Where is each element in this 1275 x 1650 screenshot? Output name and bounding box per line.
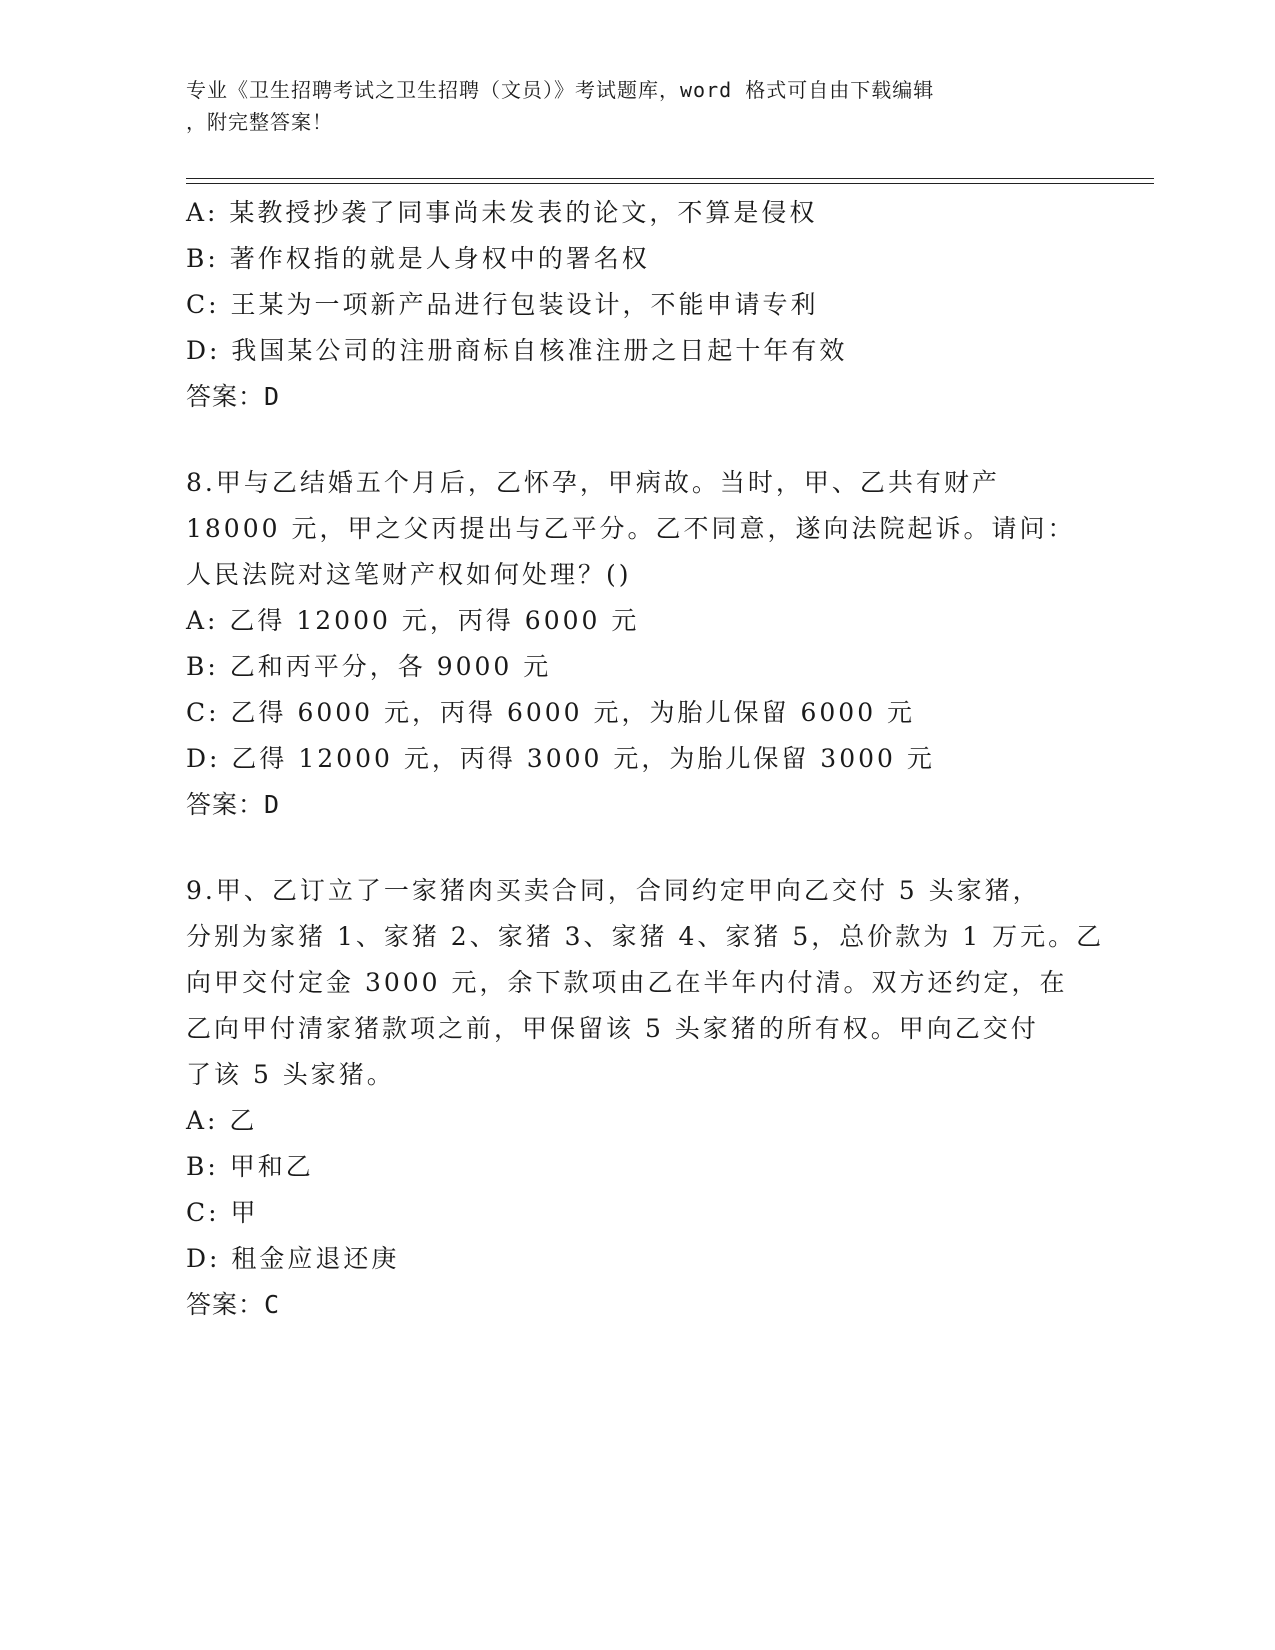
document-header [186, 74, 1066, 138]
question-stem-line: 向甲交付定金 3000 元，余下款项由乙在半年内付清。双方还约定，在 [186, 968, 1068, 997]
question-stem-line: 18000 元，甲之父丙提出与乙平分。乙不同意，遂向法院起诉。请问： [186, 514, 1076, 543]
option-c: C: 王某为一项新产品进行包装设计，不能申请专利 [186, 290, 819, 319]
header-rule-bottom [186, 183, 1154, 184]
question-8 [186, 460, 1086, 828]
question-stem-line: 8.甲与乙结婚五个月后，乙怀孕，甲病故。当时，甲、乙共有财产 [186, 468, 1000, 497]
answer-line [186, 1282, 1086, 1328]
option-b: B: 著作权指的就是人身权中的署名权 [186, 244, 650, 273]
answer-label: 答案： [186, 790, 265, 819]
answer-line [186, 374, 1086, 420]
answer-value: D [264, 382, 281, 411]
option-a: A: 某教授抄袭了同事尚未发表的论文，不算是侵权 [186, 198, 818, 227]
answer-label: 答案： [186, 382, 265, 411]
question-stem-line: 乙向甲付清家猪款项之前，甲保留该 5 头家猪的所有权。甲向乙交付 [186, 1014, 1039, 1043]
option-d: D: 租金应退还庚 [186, 1244, 400, 1273]
question-7 [186, 190, 1086, 420]
header-line-1: 专业《卫生招聘考试之卫生招聘（文员）》考试题库，word 格式可自由下载编辑 [186, 78, 935, 102]
question-stem-line: 分别为家猪 1、家猪 2、家猪 3、家猪 4、家猪 5，总价款为 1 万元。乙 [186, 922, 1105, 951]
question-stem-line: 9.甲、乙订立了一家猪肉买卖合同，合同约定甲向乙交付 5 头家猪， [186, 876, 1041, 905]
answer-line [186, 782, 1086, 828]
header-rule-top [186, 178, 1154, 179]
option-c: C: 甲 [186, 1198, 259, 1227]
question-9 [186, 868, 1105, 1328]
option-d: D: 乙得 12000 元，丙得 3000 元，为胎儿保留 3000 元 [186, 744, 935, 773]
question-stem-line: 了该 5 头家猪。 [186, 1060, 395, 1089]
header-line-2: ，附完整答案！ [186, 110, 333, 134]
option-a: A: 乙 [186, 1106, 258, 1135]
option-c: C: 乙得 6000 元，丙得 6000 元，为胎儿保留 6000 元 [186, 698, 916, 727]
answer-value: D [264, 790, 281, 819]
option-d: D: 我国某公司的注册商标自核准注册之日起十年有效 [186, 336, 848, 365]
question-stem-line: 人民法院对这笔财产权如何处理？() [186, 560, 632, 589]
answer-label: 答案： [186, 1290, 265, 1319]
option-b: B: 乙和丙平分，各 9000 元 [186, 652, 552, 681]
option-a: A: 乙得 12000 元，丙得 6000 元 [186, 606, 640, 635]
answer-value: C [264, 1290, 281, 1319]
document-body [186, 190, 1105, 1328]
option-b: B: 甲和乙 [186, 1152, 314, 1181]
